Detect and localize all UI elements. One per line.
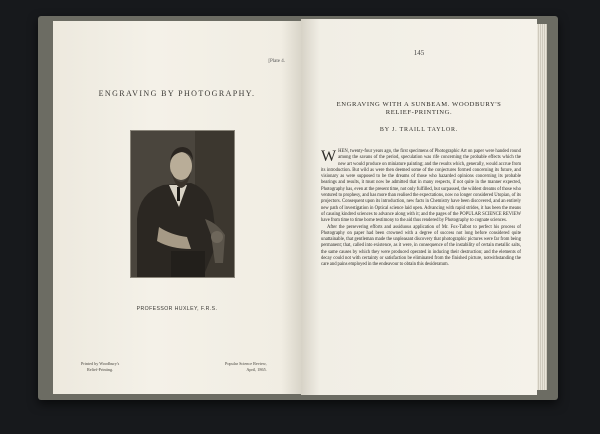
plate-title: ENGRAVING BY PHOTOGRAPHY.	[98, 89, 256, 98]
plate-label: [Plate 4.	[268, 59, 285, 64]
footer-right-line-1: Popular Science Review,	[225, 361, 267, 366]
portrait-image	[131, 131, 234, 277]
page-number: 145	[413, 49, 425, 57]
article-body	[321, 149, 521, 269]
article-byline: BY J. TRAILL TAYLOR.	[379, 127, 459, 133]
footer-right	[225, 361, 267, 372]
footer-left-line-2: Relief-Printing.	[87, 366, 114, 372]
right-page	[301, 19, 537, 395]
open-book	[38, 16, 558, 400]
left-page	[53, 21, 301, 394]
page-edges	[537, 24, 547, 390]
article-title-line-1: ENGRAVING WITH A SUNBEAM. WOODBURY'S	[336, 101, 502, 108]
paragraph-1	[321, 149, 521, 225]
drop-capital: W	[321, 148, 337, 165]
footer-left	[81, 361, 119, 372]
paragraph-1-text: HEN, twenty-four years ago, the first specimens of Photographic Art on paper were handed round among the savans of the period, speculation was rife concerning the probable effects which the new art would produce on miniature painting; and the results which, generally, would accrue from its introduction. But wild as were then deemed some of the conjectures formed concerning its future, and visionary as were supposed to be the dreams of those who hazarded opinions concerning its probable bearings and results, it must now be admitted that in many respects, if not quite in the manner expected, Photography has, even at the present time, not only fulfilled, but surpassed, the wildest dreams of those who ventured to prophesy, and has more than realised the expectations, now no longer considered Utopian, of its projectors. Consequent upon its introduction, new facts in Chemistry have been discovered, and an entirely new path of investigation in Optical science laid open. Advancing with rapid strides, it has been the means of causing kindred sciences to advance along with it; and the pages of the POPULAR SCIENCE REVIEW have from time to time borne testimony to the aid thus rendered by Photography to cognate sciences.	[321, 149, 521, 224]
photo-caption: PROFESSOR HUXLEY, F.R.S.	[136, 306, 218, 312]
paragraph-2: After the persevering efforts and assiduous application of Mr. Fox-Talbot to perfect his process of Photography on paper had been crowned with a degree of success not long before considered quite unattainable, that gentleman made the unpleasant discovery that photographic pictures were far from being permanent; that, called into existence, as it were, in consequence of the instability of certain metallic salts, the same causes by which they were produced operated in inducing their destruction; and the elements of decay could not with certainty or satisfaction be eliminated from the finished picture, notwithstanding the care and pains employed in the endeavour to obtain this desideratum.	[321, 224, 521, 268]
article-title-line-2: RELIEF-PRINTING.	[385, 109, 453, 116]
footer-left-line-1: Printed by Woodbury's	[81, 361, 120, 366]
article-title	[311, 101, 527, 117]
footer-right-line-2: April, 1865.	[246, 366, 267, 372]
portrait-photograph	[131, 131, 234, 277]
